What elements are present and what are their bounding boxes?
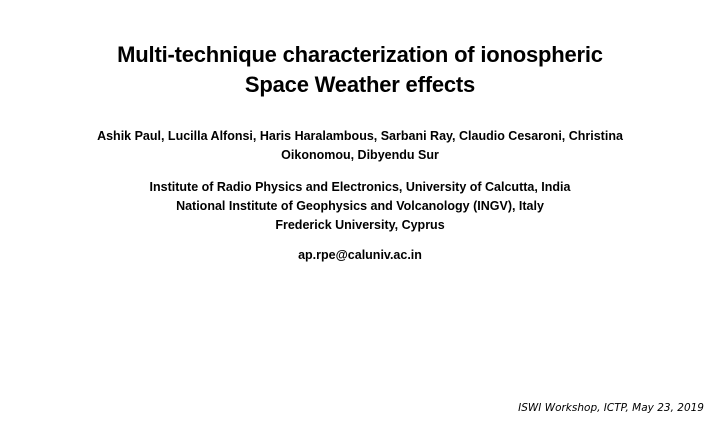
affiliation-frederick: Frederick University, Cyprus [275, 218, 445, 232]
contact-email: ap.rpe@caluniv.ac.in [298, 248, 422, 262]
title-line-2: Space Weather effects [244, 72, 476, 97]
title-line-1: Multi-technique characterization of ionospheric [117, 42, 603, 67]
slide-title [0, 40, 720, 100]
authors-line-1: Ashik Paul, Lucilla Alfonsi, Haris Haralambous, Sarbani Ray, Claudio Cesaroni, Christina [97, 129, 623, 143]
slide-footer: ISWI Workshop, ICTP, May 23, 2019 [518, 402, 704, 414]
author-list [20, 127, 700, 165]
affiliation-list [20, 178, 700, 235]
affiliation-calcutta: Institute of Radio Physics and Electronics, University of Calcutta, India [149, 180, 571, 194]
affiliation-ingv: National Institute of Geophysics and Volcanology (INGV), Italy [176, 199, 544, 213]
authors-line-2: Oikonomou, Dibyendu Sur [281, 148, 439, 162]
